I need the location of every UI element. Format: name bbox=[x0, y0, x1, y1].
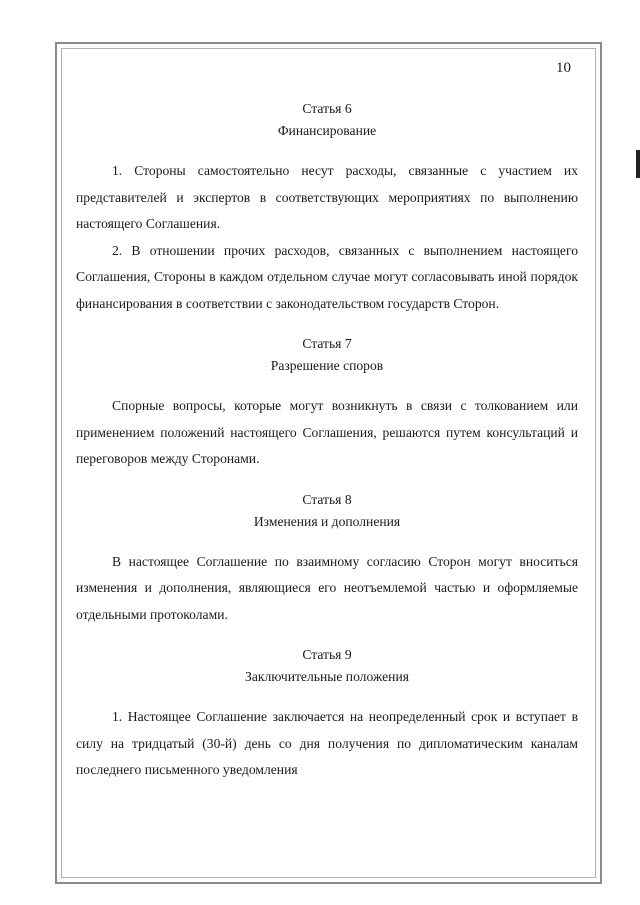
article-paragraph: Спорные вопросы, которые могут возникнуть в связи с толкованием или применением положений настоящего Соглашения, решаются путем консультаций и переговоров между Сторонами. bbox=[76, 398, 578, 466]
article-6 bbox=[76, 98, 578, 317]
scan-edge-mark bbox=[636, 150, 640, 178]
article-number: Статья 6 bbox=[302, 101, 352, 116]
article-paragraph: 2. В отношении прочих расходов, связанных с выполнением настоящего Соглашения, Стороны в каждом отдельном случае могут согласовывать иной порядок финансирования в соответствии с законодательством государств Сторон. bbox=[76, 242, 578, 311]
article-8 bbox=[76, 489, 578, 629]
article-7 bbox=[76, 333, 578, 473]
article-number: Статья 7 bbox=[302, 336, 352, 351]
article-paragraph: В настоящее Соглашение по взаимному согласию Сторон могут вноситься изменения и дополнения, являющиеся его неотъемлемой частью и оформляемые отдельными протоколами. bbox=[76, 553, 578, 622]
article-title: Финансирование bbox=[277, 123, 377, 138]
article-9 bbox=[76, 644, 578, 784]
article-title: Изменения и дополнения bbox=[253, 513, 401, 529]
article-paragraph: 1. Настоящее Соглашение заключается на неопределенный срок и вступает в силу на тридцатый (30-й) день со дня получения по дипломатическим каналам последнего письменного уведомления bbox=[76, 709, 578, 777]
page-number: 10 bbox=[556, 60, 571, 76]
article-title: Разрешение споров bbox=[270, 358, 384, 373]
article-paragraph: 1. Стороны самостоятельно несут расходы, связанные с участием их представителей и экспертов в соответствующих мероприятиях по выполнению настоящего Соглашения. bbox=[76, 163, 578, 231]
document-body bbox=[76, 98, 578, 784]
article-number: Статья 8 bbox=[302, 491, 352, 507]
article-title: Заключительные положения bbox=[245, 669, 409, 684]
article-number: Статья 9 bbox=[302, 647, 352, 662]
